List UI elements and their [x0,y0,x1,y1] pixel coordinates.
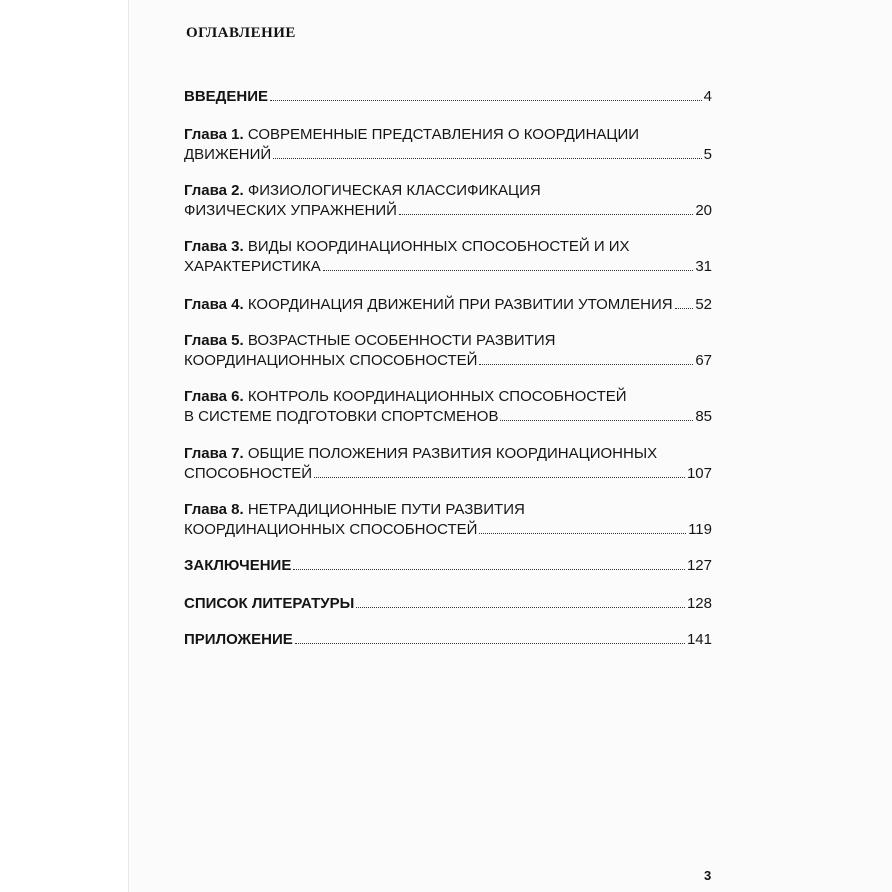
toc-entry-chapter-2[interactable] [184,181,712,221]
toc-entry-text: ВОЗРАСТНЫЕ ОСОБЕННОСТИ РАЗВИТИЯ [247,332,556,349]
page-number: 3 [704,868,712,883]
leader-dots [356,607,685,608]
chapter-label: Глава 5. [184,332,244,349]
leader-dots [479,533,686,534]
toc-page-number: 119 [688,521,712,538]
toc-entry-text-continued: КООРДИНАЦИОННЫХ СПОСОБНОСТЕЙ [184,352,478,369]
leader-dots [500,420,693,421]
toc-page-number: 67 [695,352,712,369]
leader-dots [270,100,702,101]
toc-entry-text: ПРИЛОЖЕНИЕ [184,631,293,648]
toc-page-number: 31 [695,258,712,275]
toc-page-number: 85 [695,408,712,425]
toc-entry-conclusion[interactable] [184,556,712,576]
toc-entry-text: ВВЕДЕНИЕ [184,88,268,105]
toc-entry-text: НЕТРАДИЦИОННЫЕ ПУТИ РАЗВИТИЯ [247,501,525,518]
toc-entry-bibliography[interactable] [184,594,712,614]
leader-dots [293,569,685,570]
toc-entry-text: СПИСОК ЛИТЕРАТУРЫ [184,595,355,612]
toc-entry-chapter-8[interactable] [184,500,712,540]
toc-entry-text: ВИДЫ КООРДИНАЦИОННЫХ СПОСОБНОСТЕЙ И ИХ [247,238,630,255]
toc-page-number: 5 [703,146,712,163]
toc-page-number: 107 [686,465,712,482]
chapter-label: Глава 6. [184,388,244,405]
leader-dots [399,214,693,215]
leader-dots [675,308,694,309]
toc-entry-chapter-6[interactable] [184,387,712,427]
toc-entry-appendix[interactable] [184,630,712,650]
leader-dots [479,364,693,365]
toc-entry-text-continued: ФИЗИЧЕСКИХ УПРАЖНЕНИЙ [184,202,397,219]
toc-entry-chapter-3[interactable] [184,237,712,277]
leader-dots [295,643,685,644]
chapter-label: Глава 3. [184,238,244,255]
toc-entry-chapter-7[interactable] [184,444,712,484]
toc-entry-text: СОВРЕМЕННЫЕ ПРЕДСТАВЛЕНИЯ О КООРДИНАЦИИ [247,126,640,143]
toc-entry-text: ФИЗИОЛОГИЧЕСКАЯ КЛАССИФИКАЦИЯ [247,182,541,199]
leader-dots [273,158,701,159]
toc-page-number: 128 [686,595,712,612]
toc-entry-text-continued: КООРДИНАЦИОННЫХ СПОСОБНОСТЕЙ [184,521,478,538]
toc-entry-chapter-5[interactable] [184,331,712,371]
chapter-label: Глава 4. [184,296,244,313]
toc-entry-chapter-1[interactable] [184,125,712,165]
toc-entry-text-continued: СПОСОБНОСТЕЙ [184,465,313,482]
chapter-label: Глава 2. [184,182,244,199]
toc-title: ОГЛАВЛЕНИЕ [186,25,296,41]
chapter-label: Глава 7. [184,445,244,462]
toc-page-number: 127 [686,557,712,574]
toc-page-number: 20 [695,202,712,219]
toc-entry-text: КООРДИНАЦИЯ ДВИЖЕНИЙ ПРИ РАЗВИТИИ УТОМЛЕНИЯ [247,296,673,313]
chapter-label: Глава 1. [184,126,244,143]
leader-dots [323,270,694,271]
toc-entry-introduction[interactable] [184,87,712,107]
toc-entry-text-continued: ДВИЖЕНИЙ [184,146,272,163]
toc-page-number: 141 [686,631,712,648]
toc-entry-text: ОБЩИЕ ПОЛОЖЕНИЯ РАЗВИТИЯ КООРДИНАЦИОННЫХ [247,445,658,462]
chapter-label: Глава 8. [184,501,244,518]
toc-entry-text-continued: ХАРАКТЕРИСТИКА [184,258,321,275]
toc-entry-text: ЗАКЛЮЧЕНИЕ [184,557,292,574]
toc-page-number: 4 [703,88,712,105]
toc-page-number: 52 [695,296,712,313]
toc-entry-chapter-4[interactable] [184,295,712,315]
toc-entry-text-continued: В СИСТЕМЕ ПОДГОТОВКИ СПОРТСМЕНОВ [184,408,499,425]
leader-dots [314,477,685,478]
toc-entry-text: КОНТРОЛЬ КООРДИНАЦИОННЫХ СПОСОБНОСТЕЙ [247,388,627,405]
